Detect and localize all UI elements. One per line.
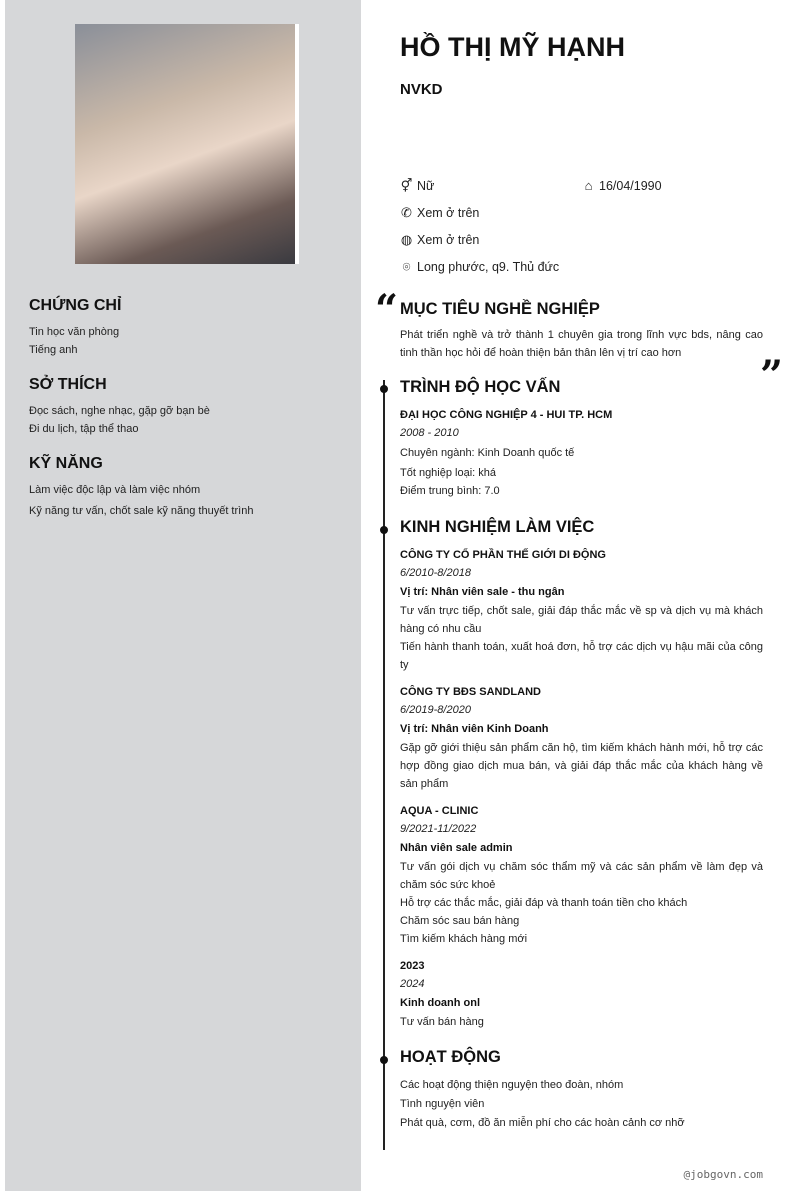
job-entry — [400, 802, 763, 948]
list-item: Tư vấn trực tiếp, chốt sale, giải đáp thắc mắc về sp và dịch vụ mà khách hàng có nhu cầu — [400, 605, 763, 635]
company-name: CÔNG TY BĐS SANDLAND — [400, 686, 541, 698]
job-entry — [400, 546, 763, 674]
timeline-dot — [380, 526, 388, 534]
list-item: Tin học văn phòng — [29, 326, 120, 338]
address-value: Long phước, q9. Thủ đức — [417, 260, 560, 274]
list-item: Làm việc độc lập và làm việc nhóm — [29, 484, 201, 496]
education-section — [400, 378, 763, 500]
list-item: Kỹ năng tư vấn, chốt sale kỹ năng thuyết trình — [29, 505, 254, 517]
school-name: ĐẠI HỌC CÔNG NGHIỆP 4 - HUI TP. HCM — [400, 409, 613, 421]
company-name: CÔNG TY CỔ PHẦN THẾ GIỚI DI ĐỘNG — [400, 549, 606, 561]
position: Kinh doanh onl — [400, 997, 481, 1009]
gender — [399, 178, 434, 194]
list-item: Hỗ trợ các thắc mắc, giải đáp và thanh toán tiền cho khách — [400, 897, 688, 909]
list-item: Tư vấn bán hàng — [400, 1016, 484, 1028]
timeline-line — [383, 380, 385, 1150]
phone-value: Xem ở trên — [417, 206, 480, 220]
list-item: Tìm kiếm khách hàng mới — [400, 933, 528, 945]
open-quote-icon: “ — [375, 286, 399, 333]
company-name: 2023 — [400, 960, 425, 972]
list-item: Tiến hành thanh toán, xuất hoá đơn, hỗ trợ các dịch vụ hậu mãi của công ty — [400, 641, 763, 671]
list-item: Các hoạt động thiện nguyện theo đoàn, nhóm — [400, 1079, 624, 1091]
list-item: Đi du lịch, tập thể thao — [29, 423, 139, 435]
objective-section — [400, 300, 763, 362]
cake-icon: ⌂ — [584, 178, 593, 193]
birthday-value: 16/04/1990 — [599, 178, 662, 193]
gender-value: Nữ — [417, 179, 435, 193]
footer-watermark: @jobgovn.com — [683, 1168, 763, 1181]
website-value: Xem ở trên — [417, 233, 480, 247]
list-item: Tư vấn gói dịch vụ chăm sóc thẩm mỹ và các sản phẩm về làm đẹp và chăm sóc sức khoẻ — [400, 861, 763, 891]
experience-section — [400, 518, 763, 1031]
list-item: Tiếng anh — [29, 344, 78, 356]
website — [399, 232, 479, 248]
timeline-dot — [380, 1056, 388, 1064]
skills-section — [29, 455, 349, 520]
job-entry — [400, 683, 763, 793]
period: 2008 - 2010 — [400, 427, 459, 439]
timeline-dot — [380, 385, 388, 393]
activities-section — [400, 1048, 763, 1132]
section-heading: TRÌNH ĐỘ HỌC VẤN — [400, 378, 561, 396]
position: Vị trí: Nhân viên sale - thu ngân — [400, 586, 565, 598]
section-heading: KINH NGHIỆM LÀM VIỆC — [400, 518, 595, 536]
location-pin-icon: ⌾ — [402, 259, 411, 274]
job-title: NVKD — [400, 81, 443, 98]
list-item: Đọc sách, nghe nhạc, gặp gỡ bạn bè — [29, 405, 210, 417]
list-item: Chuyên ngành: Kinh Doanh quốc tế — [400, 447, 575, 459]
sidebar — [5, 0, 361, 1191]
birthday — [581, 178, 662, 193]
candidate-name: HỒ THỊ MỸ HẠNH — [400, 32, 625, 62]
phone — [399, 205, 479, 221]
list-item: Chăm sóc sau bán hàng — [400, 915, 520, 927]
list-item: Gặp gỡ giới thiệu sản phẩm căn hộ, tìm kiếm khách hành mới, hỗ trợ các hợp đồng giao dịch mua bán, và giải đáp thắc mắc của khách hàng về sản phẩm — [400, 742, 763, 790]
section-heading: MỤC TIÊU NGHỀ NGHIỆP — [400, 300, 600, 318]
list-item: Phát quà, cơm, đồ ăn miễn phí cho các hoàn cảnh cơ nhỡ — [400, 1117, 685, 1129]
list-item: Tốt nghiệp loại: khá — [400, 467, 497, 479]
section-heading: HOẠT ĐỘNG — [400, 1048, 501, 1066]
job-entry — [400, 957, 763, 1031]
close-quote-icon: ” — [760, 352, 784, 399]
globe-icon: ◍ — [400, 232, 413, 247]
address — [399, 259, 559, 275]
phone-icon: ✆ — [401, 205, 412, 220]
position: Nhân viên sale admin — [400, 842, 513, 854]
list-item: Điểm trung bình: 7.0 — [400, 485, 500, 497]
section-heading: CHỨNG CHỈ — [29, 297, 122, 314]
company-name: AQUA - CLINIC — [400, 805, 479, 817]
period: 9/2021-11/2022 — [400, 823, 477, 835]
position: Vị trí: Nhân viên Kinh Doanh — [400, 723, 549, 735]
objective-text: Phát triển nghề và trở thành 1 chuyên gia trong lĩnh vực bds, nâng cao tinh thần học hỏi để hoàn thiện bản thân lên vị trí cao hơn — [400, 329, 763, 359]
gender-icon: ⚥ — [400, 178, 413, 193]
profile-photo — [75, 24, 299, 264]
period: 6/2019-8/2020 — [400, 704, 471, 716]
section-heading: SỞ THÍCH — [29, 376, 107, 393]
period: 6/2010-8/2018 — [400, 567, 471, 579]
period: 2024 — [400, 978, 425, 990]
certificates-section — [29, 297, 349, 359]
section-heading: KỸ NĂNG — [29, 455, 103, 472]
hobbies-section — [29, 376, 349, 438]
list-item: Tình nguyện viên — [400, 1098, 485, 1110]
